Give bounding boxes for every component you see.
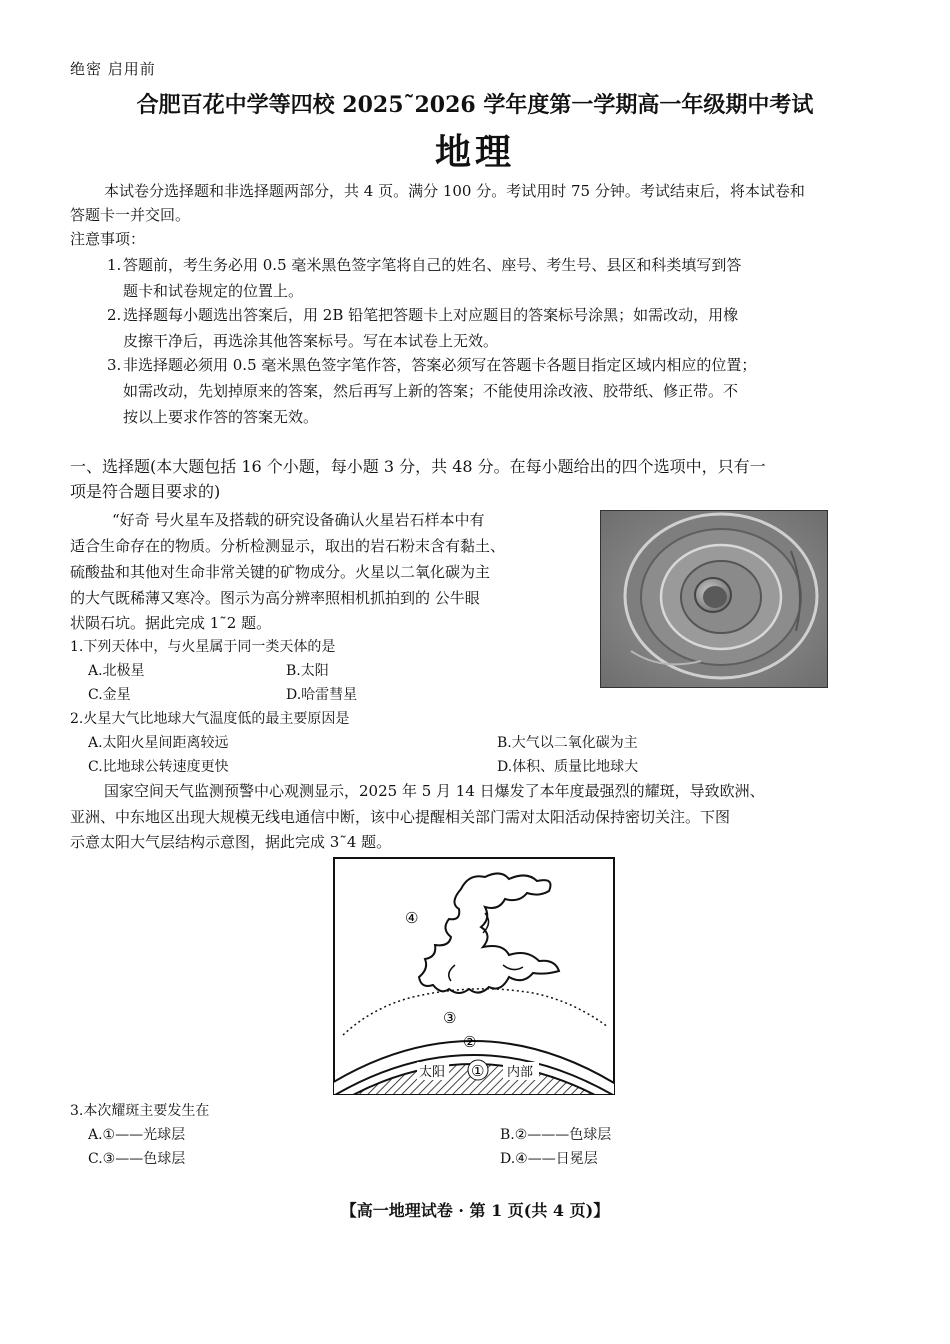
confidential-note: 绝密 启用前 [70, 60, 156, 78]
passage1-line: “好奇 号火星车及搭载的研究设备确认火星岩石样本中有 [112, 511, 485, 529]
notice-line: 答题前，考生务必用 0.5 毫米黑色签字笔将自己的姓名、座号、考生号、县区和科类填写到答 [123, 256, 742, 274]
q1-option-b: B.太阳 [286, 663, 329, 679]
page-footer: 【高一地理试卷 · 第 1 页(共 4 页)】 [340, 1201, 610, 1220]
q2-option-a: A.太阳火星间距离较远 [88, 735, 229, 751]
label-2: ② [463, 1033, 477, 1051]
notice-title: 注意事项： [70, 230, 146, 248]
q1-option-c: C.金星 [88, 687, 131, 703]
passage1-line: 硫酸盐和其他对生命非常关键的矿物成分。火星以二氧化碳为主 [70, 563, 491, 581]
q3-option-b: B.②———色球层 [500, 1127, 612, 1143]
notice-item-2 [107, 302, 738, 354]
question-1-stem: 1.下列天体中，与火星属于同一类天体的是 [70, 639, 336, 655]
notice-line: 选择题每小题选出答案后，用 2B 铅笔把答题卡上对应题目的答案标号涂黑；如需改动，用橡 [123, 306, 739, 324]
sun-atmosphere-diagram [333, 857, 615, 1095]
intro-line-2: 答题卡一并交回。 [70, 206, 191, 224]
q2-option-d: D.体积、质量比地球大 [497, 759, 639, 775]
label-4: ④ [405, 909, 419, 927]
sun-layers-svg [333, 857, 615, 1095]
passage2-line: 示意太阳大气层结构示意图，据此完成 3˜4 题。 [70, 833, 392, 851]
q2-option-b: B.大气以二氧化碳为主 [497, 735, 638, 751]
q3-option-c: C.③——色球层 [88, 1151, 186, 1167]
section-heading-line-2: 项是符合题目要求的) [70, 482, 221, 501]
interior-label: 内部 [507, 1065, 534, 1080]
q3-option-a: A.①——光球层 [88, 1127, 186, 1143]
passage2-line: 亚洲、中东地区出现大规模无线电通信中断，该中心提醒相关部门需对太阳活动保持密切关注。下图 [70, 808, 731, 826]
notice-line: 按以上要求作答的答案无效。 [123, 408, 319, 426]
label-3: ③ [443, 1009, 457, 1027]
bullseye-crater-image [601, 511, 827, 687]
q1-option-d: D.哈雷彗星 [286, 687, 358, 703]
notice-line: 非选择题必须用 0.5 毫米黑色签字笔作答，答案必须写在答题卡各题目指定区域内相应的位置； [123, 356, 757, 374]
notice-line: 题卡和试卷规定的位置上。 [123, 282, 304, 300]
q1-option-a: A.北极星 [88, 663, 145, 679]
notice-line: 皮擦干净后，再选涂其他答案标号。写在本试卷上无效。 [123, 332, 499, 350]
sun-label: 太阳 [419, 1065, 446, 1080]
question-3-stem: 3.本次耀斑主要发生在 [70, 1103, 210, 1119]
notice-number: 3. [107, 356, 122, 374]
notice-item-1 [107, 252, 741, 304]
q2-option-c: C.比地球公转速度更快 [88, 759, 229, 775]
label-1: ① [471, 1062, 485, 1080]
passage2-line: 国家空间天气监测预警中心观测显示，2025 年 5 月 14 日爆发了本年度最强烈的耀斑，导致欧洲、 [104, 782, 765, 800]
notice-item-3 [107, 352, 756, 430]
question-2-stem: 2.火星大气比地球大气温度低的最主要原因是 [70, 711, 350, 727]
passage1-line: 的大气既稀薄又寒冷。图示为高分辨率照相机抓拍到的 公牛眼 [70, 589, 480, 607]
passage1-line: 适合生命存在的物质。分析检测显示，取出的岩石粉末含有黏土、 [70, 537, 506, 555]
exam-title: 合肥百花中学等四校 2025˜2026 学年度第一学期高一年级期中考试 [136, 92, 814, 118]
intro-line-1: 本试卷分选择题和非选择题两部分，共 4 页。满分 100 分。考试用时 75 分钟。考试结束后，将本试卷和 [104, 182, 805, 200]
crater-photo [600, 510, 828, 688]
notice-number: 1. [107, 256, 122, 274]
q3-option-d: D.④——日冕层 [500, 1151, 598, 1167]
notice-number: 2. [107, 306, 122, 324]
notice-line: 如需改动，先划掉原来的答案，然后再写上新的答案；不能使用涂改液、胶带纸、修正带。不 [123, 382, 739, 400]
subject-title: 地理 [434, 131, 515, 173]
passage1-line: 状陨石坑。据此完成 1˜2 题。 [70, 614, 272, 632]
section-heading-line-1: 一、选择题(本大题包括 16 个小题，每小题 3 分，共 48 分。在每小题给出的四个选项中，只有一 [70, 457, 766, 476]
